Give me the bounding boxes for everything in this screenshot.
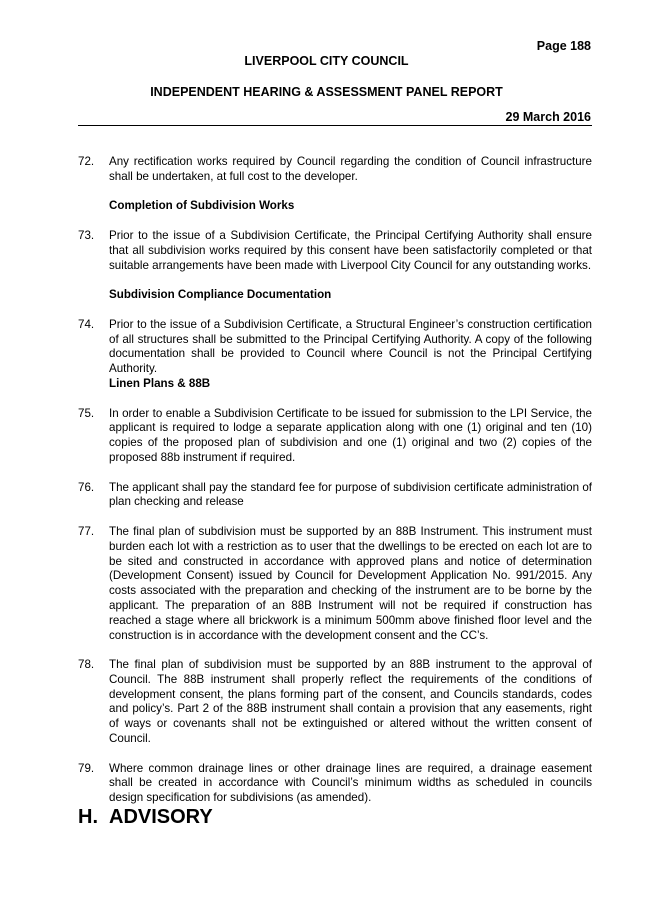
section-title: ADVISORY	[109, 806, 213, 828]
condition-72	[78, 155, 592, 185]
subheading-completion: Completion of Subdivision Works	[109, 199, 295, 213]
condition-number: 77.	[78, 524, 95, 538]
condition-79	[78, 762, 592, 806]
condition-number: 79.	[78, 761, 95, 775]
condition-text: Prior to the issue of a Subdivision Certificate, the Principal Certifying Authority shall ensure that all subdivision works required by this consent have been satisfactorily completed or that suitable arrangements have been made with Liverpool City Council for any outstanding works.	[109, 228, 592, 272]
section-letter: H.	[78, 806, 98, 828]
condition-body	[109, 318, 592, 392]
condition-74	[78, 318, 592, 392]
condition-text: Prior to the issue of a Subdivision Certificate, a Structural Engineer’s construction certification of all structures shall be submitted to the Principal Certifying Authority. A copy of the following documentation shall be provided to Council where Council is not the Principal Certifying Authority.	[109, 317, 592, 376]
section-heading	[78, 806, 213, 829]
condition-text: The final plan of subdivision must be supported by an 88B instrument to the approval of Council. The 88B instrument shall properly reflect the requirements of the conditions of development consent, the plans forming part of the consent, and Councils standards, codes and policy’s. Part 2 of the 88B instrument shall contain a provision that any easements, right of ways or covenants shall not be extinguished or altered without the written consent of Council.	[109, 658, 592, 746]
condition-number: 73.	[78, 228, 95, 242]
subheading-linen-plans: Linen Plans & 88B	[109, 376, 211, 390]
report-date: 29 March 2016	[505, 110, 591, 124]
condition-78	[78, 658, 592, 747]
condition-77	[78, 525, 592, 643]
condition-text: In order to enable a Subdivision Certificate to be issued for submission to the LPI Service, the applicant is required to lodge a separate application along with one (1) original and ten (10) copies of the proposed plan of subdivision and one (1) original and two (2) copies of the proposed 88b instrument if required.	[109, 406, 592, 464]
condition-text: Any rectification works required by Council regarding the condition of Council infrastructure shall be undertaken, at full cost to the developer.	[109, 155, 592, 183]
condition-73	[78, 229, 592, 273]
condition-text: The applicant shall pay the standard fee for purpose of subdivision certificate administration of plan checking and release	[109, 480, 592, 509]
condition-number: 72.	[78, 155, 95, 168]
council-name: LIVERPOOL CITY COUNCIL	[244, 54, 409, 68]
subheading-compliance: Subdivision Compliance Documentation	[109, 288, 332, 302]
condition-number: 76.	[78, 480, 95, 494]
condition-76	[78, 481, 592, 511]
condition-number: 74.	[78, 317, 95, 331]
condition-number: 78.	[78, 658, 95, 672]
condition-text: The final plan of subdivision must be supported by an 88B Instrument. This instrument must burden each lot with a restriction as to user that the dwellings to be erected on each lot are to be sited and constructed in accordance with approved plans and notice of determination (Development Consent) issued by Council for Development Application No. 991/2015. Any costs associated with the preparation and checking of the instrument are to be borne by the applicant. The preparation of an 88B Instrument will not be required if construction has reached a stage where all brickwork is a minimum 500mm above finished floor level and the construction is in accordance with the development consent and the CC’s.	[109, 524, 592, 642]
conditions-list	[78, 155, 592, 806]
condition-number: 75.	[78, 406, 95, 420]
report-title: INDEPENDENT HEARING & ASSESSMENT PANEL REPORT	[150, 85, 503, 99]
page-number: Page 188	[536, 39, 591, 53]
condition-75	[78, 407, 592, 466]
header-divider	[78, 125, 592, 126]
condition-text: Where common drainage lines or other drainage lines are required, a drainage easement shall be created in accordance with Council’s minimum widths as scheduled in councils design specification for subdivisions (as amended).	[109, 761, 592, 805]
